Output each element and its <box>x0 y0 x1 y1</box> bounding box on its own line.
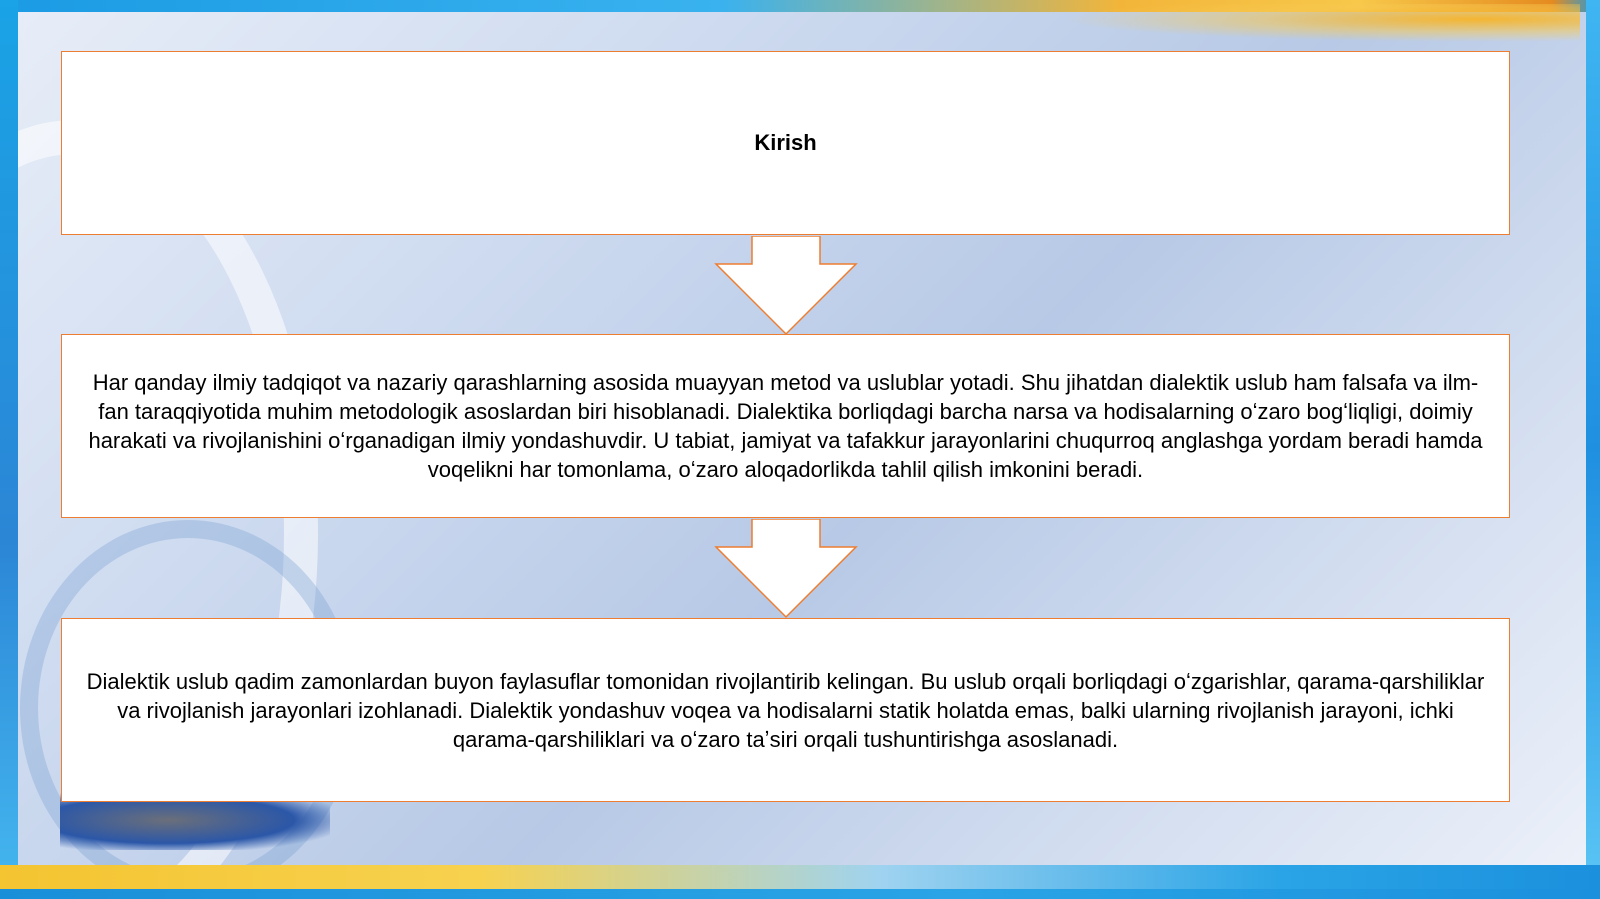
frame-bottom-strip <box>0 889 1600 899</box>
box-intro-text: Har qanday ilmiy tadqiqot va nazariy qarashlarning asosida muayyan metod va uslublar yotadi. Shu jihatdan dialektik uslub ham falsafa va ilm-fan taraqqiyotida muhim metodologik asoslardan biri hisoblanadi. Dialektika borliqdagi barcha narsa va hodisalarning oʻzaro bogʻliqligi, doimiy harakati va rivojlanishini oʻrganadigan ilmiy yondashuvdir. U tabiat, jamiyat va tafakkur jarayonlarini chuqurroq anglashga yordam beradi hamda voqelikni har tomonlama, oʻzaro aloqadorlikda tahlil qilish imkonini beradi. <box>88 370 1483 482</box>
frame-top-glow <box>1060 4 1580 42</box>
box-history-text: Dialektik uslub qadim zamonlardan buyon faylasuflar tomonidan rivojlantirib kelingan. Bu uslub orqali borliqdagi oʻzgarishlar, qarama-qarshiliklar va rivojlanish jarayonlari izohlanadi. Dialektik yondashuv voqea va hodisalarni statik holatda emas, balki ularning rivojlanish jarayoni, ichki qarama-qarshiliklari va oʻzaro taʼsiri orqali tushuntirishga asoslanadi. <box>86 668 1485 752</box>
down-arrow-icon <box>714 519 858 619</box>
flow-box-intro <box>61 334 1510 518</box>
flow-box-title <box>61 51 1510 235</box>
frame-left-bar <box>0 0 18 899</box>
box-title-text: Kirish <box>754 130 817 155</box>
frame-right-bar <box>1586 0 1600 899</box>
down-arrow-icon <box>714 236 858 336</box>
flow-box-history <box>61 618 1510 802</box>
